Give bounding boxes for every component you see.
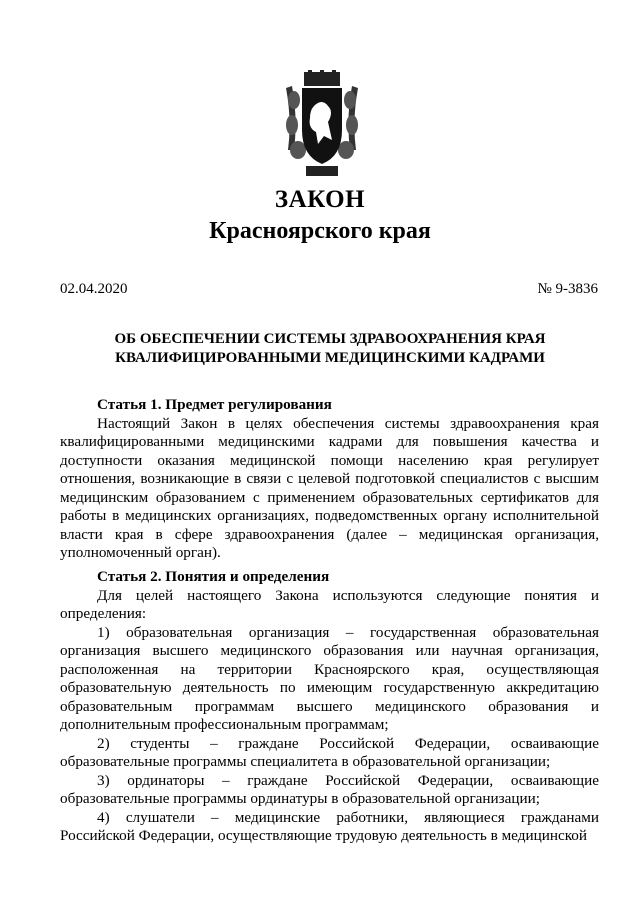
article-heading: Статья 1. Предмет регулирования	[97, 396, 332, 413]
definition-item: 2) студенты – граждане Российской Федерации, осваивающие образовательные программы специалитета в образовательной организации;	[60, 734, 599, 770]
document-type-title: ЗАКОН	[274, 186, 366, 213]
definition-item: 3) ординаторы – граждане Российской Федерации, осваивающие образовательные программы ординатуры в образовательной организации;	[60, 771, 599, 807]
article-paragraph: Для целей настоящего Закона используются следующие понятия и определения:	[60, 586, 599, 622]
definition-item: 1) образовательная организация – государственная образовательная организация высшего медицинского образования или научная организация, расположенная на территории Красноярского края, осуществляющая образовательную деятельность по имеющим государственную аккредитацию образовательным программам высшего медицинского образования и дополнительным профессиональным программам;	[60, 623, 599, 733]
law-title	[60, 330, 600, 368]
article-2	[60, 568, 599, 846]
definition-item: 4) слушатели – медицинские работники, являющиеся гражданами Российской Федерации, осуществляющие трудовую деятельность в медицинской	[60, 808, 599, 844]
document-number: № 9-3836	[537, 281, 598, 297]
law-title-line: ОБ ОБЕСПЕЧЕНИИ СИСТЕМЫ ЗДРАВООХРАНЕНИЯ КРАЯ	[114, 331, 546, 347]
article-heading: Статья 2. Понятия и определения	[97, 568, 330, 585]
coat-of-arms-emblem-icon	[282, 70, 362, 178]
issuing-authority-title: Красноярского края	[209, 218, 431, 244]
document-date: 02.04.2020	[60, 281, 128, 297]
article-paragraph: Настоящий Закон в целях обеспечения системы здравоохранения края квалифицированными медицинскими кадрами для повышения качества и доступности оказания медицинской помощи населению края регулирует отношения, возникающие в связи с целевой подготовкой специалистов с высшим медицинским образованием с применением образовательных сертификатов для работы в медицинских организациях, подведомственных органу исполнительной власти края в сфере здравоохранения (далее – медицинская организация, уполномоченный орган).	[60, 414, 599, 561]
article-1	[60, 396, 599, 563]
law-title-line: КВАЛИФИЦИРОВАННЫМИ МЕДИЦИНСКИМИ КАДРАМИ	[115, 350, 545, 366]
